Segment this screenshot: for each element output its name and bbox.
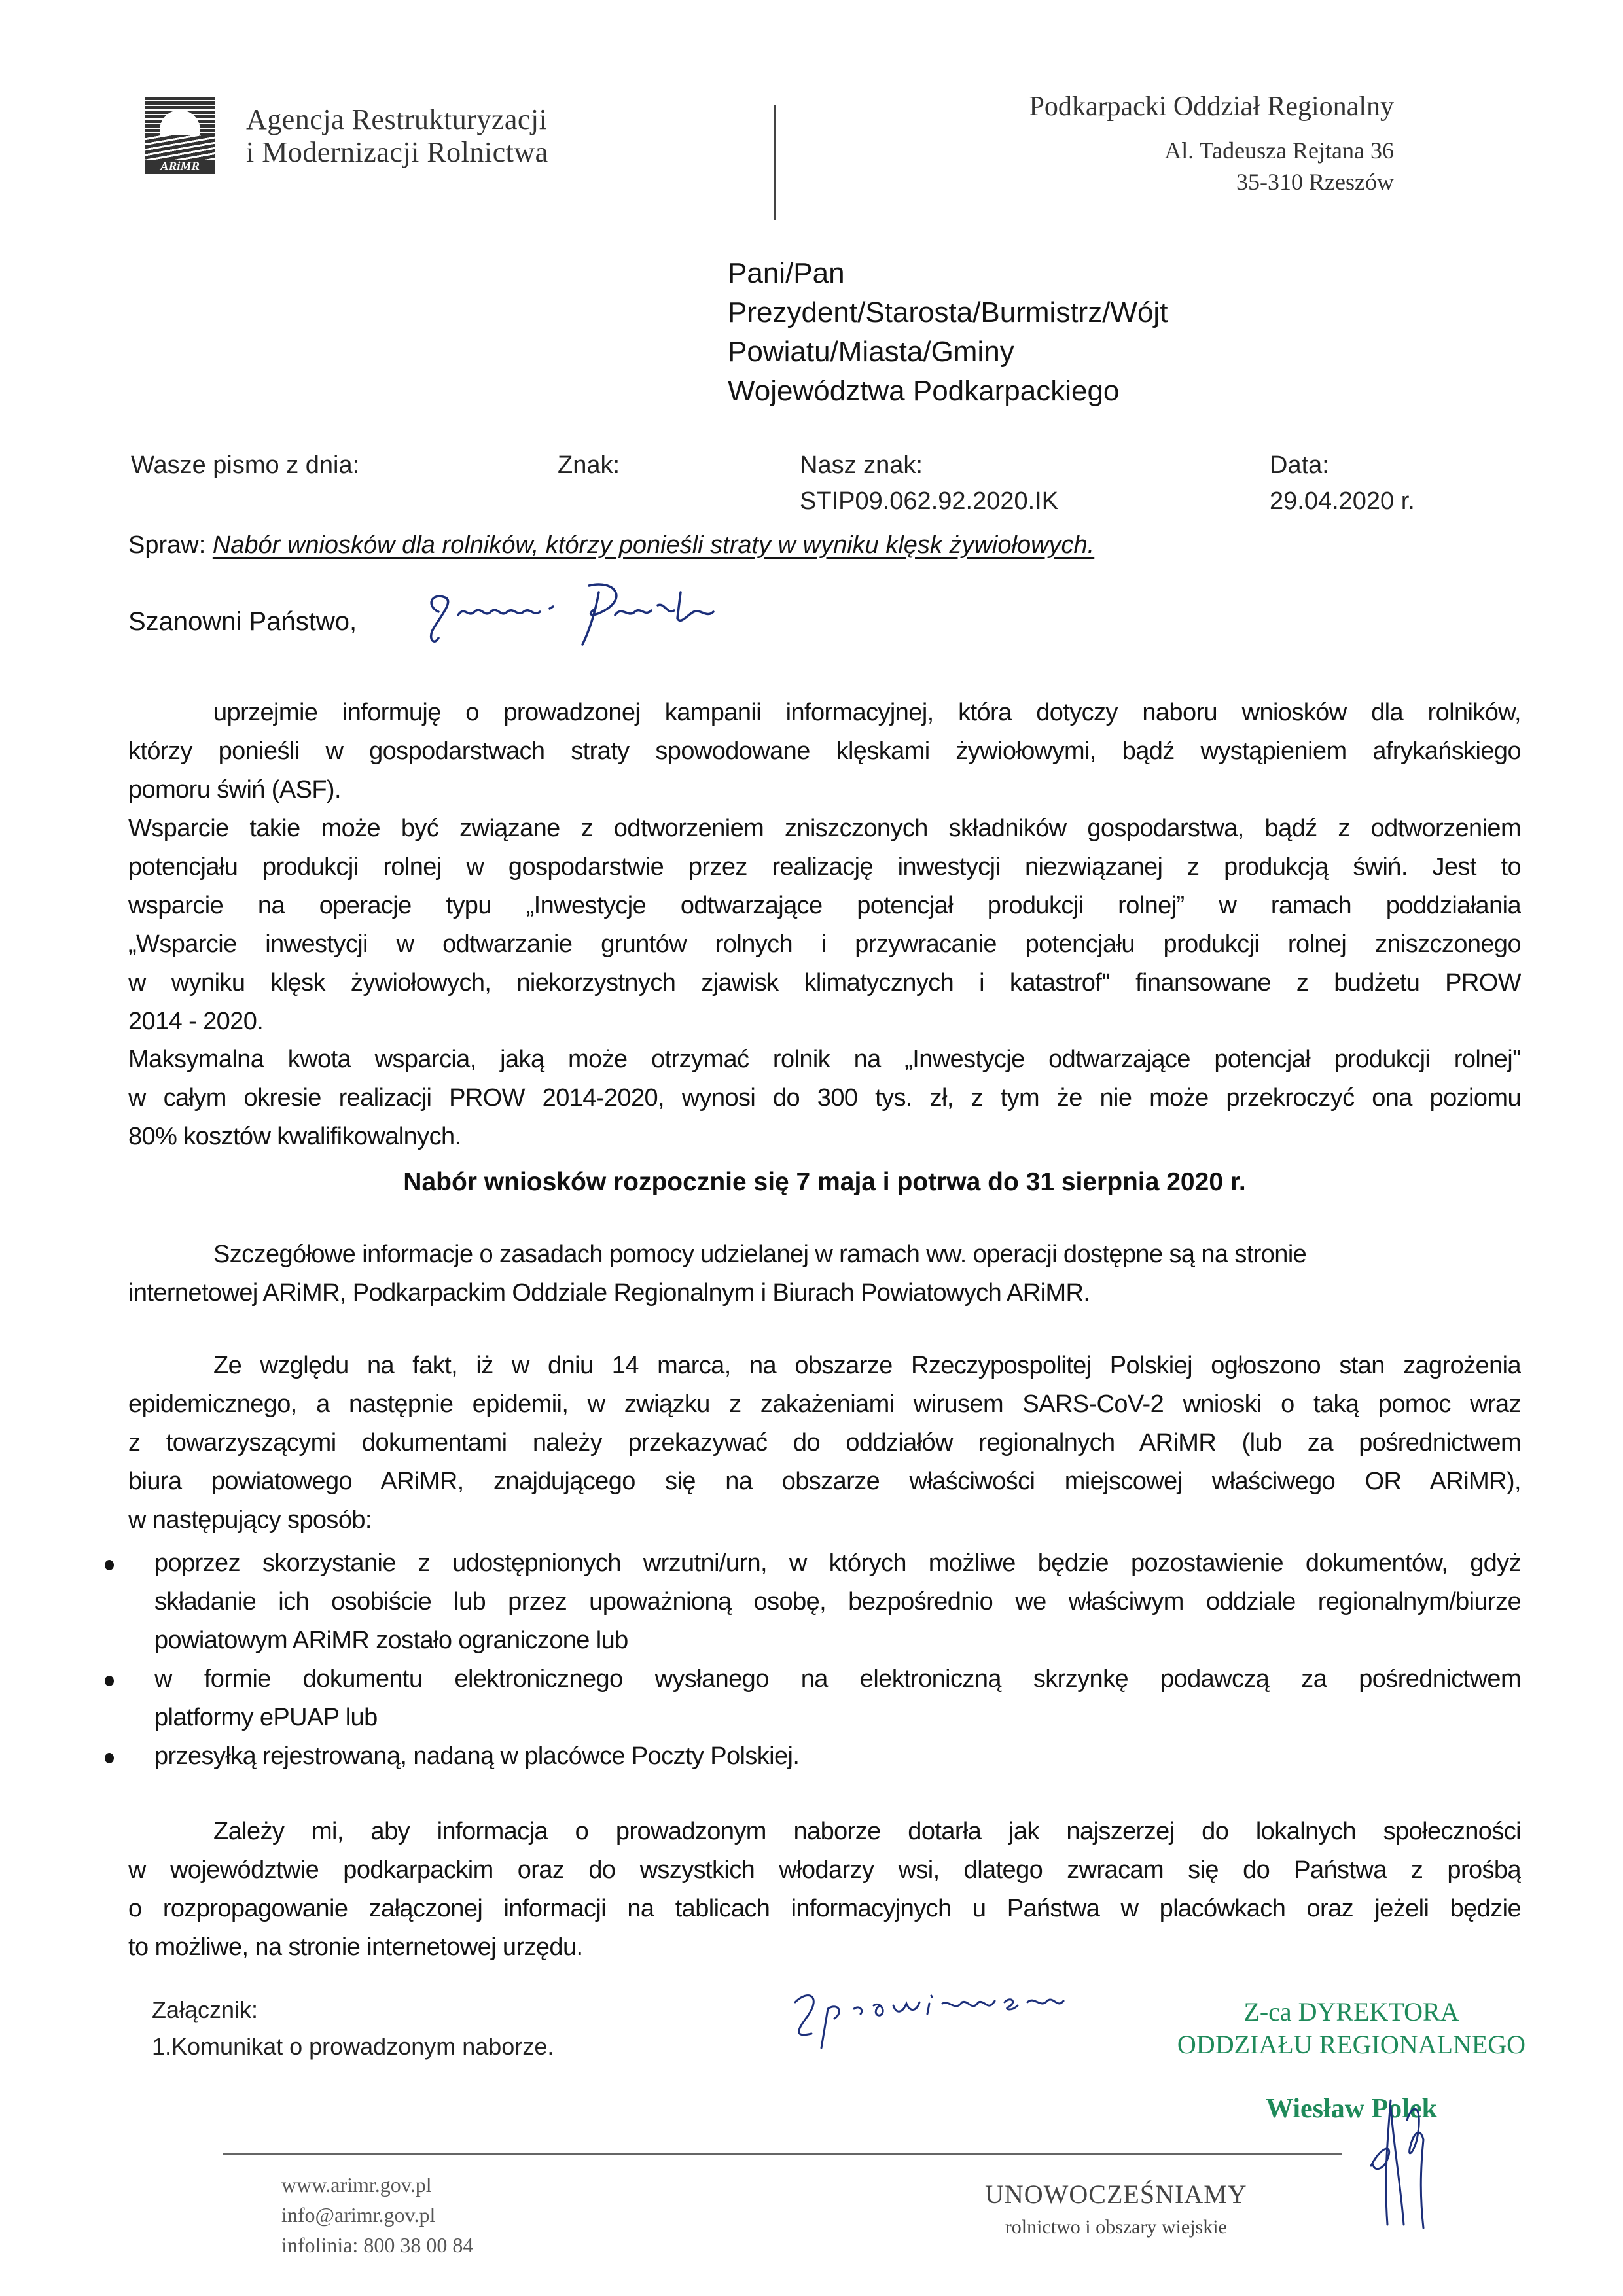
footer-contact: [281, 2170, 473, 2260]
paragraph-max-amount: [128, 1040, 1521, 1156]
office-street: Al. Tadeusza Rejtana 36: [1164, 137, 1394, 164]
stamp-line2: ODDZIAŁU REGIONALNEGO: [1177, 2030, 1526, 2059]
subject-title: Nabór wniosków dla rolników, którzy ponieśli straty w wyniku klęsk żywiołowych.: [212, 531, 1095, 559]
text-line: wsparcie na operacje typu „Inwestycje odtwarzające potencjał produkcji rolnej” w ramach poddziałania: [128, 892, 1521, 919]
bullet-icon: [105, 1560, 114, 1570]
text-line: którzy ponieśli w gospodarstwach straty spowodowane klęskami żywiołowymi, bądź wystąpieniem afrykańskiego: [128, 737, 1521, 765]
recipient-line: Pani/Pan: [728, 257, 845, 289]
header-divider: [774, 105, 776, 220]
handwriting-icon: [419, 579, 785, 651]
date-label: Data:: [1270, 451, 1329, 479]
subject-label: Spraw:: [128, 531, 206, 559]
paragraph-epidemic: [128, 1347, 1521, 1540]
text-line: internetowej ARiMR, Podkarpackim Oddziale Regionalnym i Biurach Powiatowych ARiMR.: [128, 1279, 1090, 1307]
footer-slogan: [985, 2179, 1247, 2238]
text-line: pomoru świń (ASF).: [128, 776, 341, 804]
your-letter-label: Wasze pismo z dnia:: [131, 451, 360, 479]
handwritten-closing: [782, 1976, 1122, 2058]
date-value: 29.04.2020 r.: [1270, 487, 1415, 515]
text-line: platformy ePUAP lub: [154, 1704, 378, 1731]
bullet-icon: [105, 1753, 114, 1763]
text-line: epidemicznego, a następnie epidemii, w związku z zakażeniami wirusem SARS-CoV-2 wnioski o taką pomoc wraz: [128, 1390, 1521, 1418]
handwriting-icon: [782, 1976, 1122, 2055]
text-line: 2014 - 2020.: [128, 1008, 264, 1035]
list-item: [98, 1737, 1521, 1776]
slogan-subtitle: rolnictwo i obszary wiejskie: [1005, 2216, 1227, 2238]
our-ref-value: STIP09.062.92.2020.IK: [800, 487, 1059, 515]
paragraph-support: [128, 809, 1521, 1041]
stamp-line1: Z-ca DYREKTORA: [1243, 1997, 1459, 2026]
text-line: składanie ich osobiście lub przez upoważnioną osobę, bezpośrednio we właściwym oddziale regionalnym/biurze: [154, 1588, 1521, 1616]
text-line: 80% kosztów kwalifikowalnych.: [128, 1123, 461, 1150]
text-line: Maksymalna kwota wsparcia, jaką może otrzymać rolnik na „Inwestycje odtwarzające potencjał produkcji rolnej": [128, 1046, 1521, 1073]
agency-name: [246, 103, 548, 169]
recipient-line: Powiatu/Miasta/Gminy: [728, 336, 1014, 368]
text-line: w formie dokumentu elektronicznego wysłanego na elektroniczną skrzynkę podawczą za pośrednictwem: [154, 1665, 1521, 1693]
our-ref-label: Nasz znak:: [800, 451, 923, 479]
footer-hotline: infolinia: 800 38 00 84: [281, 2233, 474, 2257]
office-city: 35-310 Rzeszów: [1236, 169, 1394, 195]
slogan-title: UNOWOCZEŚNIAMY: [985, 2180, 1247, 2209]
text-line: o rozpropagowanie załączonej informacji na tablicach informacyjnych u Państwa w placówkach oraz jeżeli będzie: [128, 1895, 1521, 1922]
text-line: potencjału produkcji rolnej w gospodarstwie przez realizację inwestycji niezwiązanej z produkcją świń. Jest to: [128, 853, 1521, 881]
text-line: biura powiatowego ARiMR, znajdującego się na obszarze właściwości miejscowej właściwego OR ARiMR),: [128, 1468, 1521, 1495]
application-period-highlight: Nabór wniosków rozpocznie się 7 maja i potrwa do 31 sierpnia 2020 r.: [403, 1168, 1246, 1196]
text-line: to możliwe, na stronie internetowej urzędu.: [128, 1934, 583, 1961]
text-line: w następujący sposób:: [128, 1506, 372, 1534]
attachment-item: 1.Komunikat o prowadzonym naborze.: [152, 2033, 554, 2060]
salutation: Szanowni Państwo,: [128, 607, 357, 636]
agency-name-line2: i Modernizacji Rolnictwa: [246, 136, 548, 168]
footer-email-link[interactable]: info@arimr.gov.pl: [281, 2203, 436, 2227]
text-line: Wsparcie takie może być związane z odtworzeniem zniszczonych składników gospodarstwa, bądź z odtworzeniem: [128, 815, 1521, 842]
text-line: Szczegółowe informacje o zasadach pomocy udzielanej w ramach ww. operacji dostępne są na stronie: [213, 1241, 1307, 1268]
text-line: Zależy mi, aby informacja o prowadzonym naborze dotarła jak najszerzej do lokalnych społeczności: [213, 1818, 1521, 1845]
text-line: w całym okresie realizacji PROW 2014-2020, wynosi do 300 tys. zł, z tym że nie może przekroczyć ona poziomu: [128, 1084, 1521, 1112]
director-signature: [1355, 2081, 1446, 2234]
text-line: poprzez skorzystanie z udostępnionych wrzutni/urn, w których możliwe będzie pozostawienie dokumentów, gdyż: [154, 1549, 1521, 1577]
list-item: [98, 1660, 1521, 1737]
logo-wordmark: ARiMR: [145, 160, 215, 174]
attachment-block: [152, 1992, 554, 2065]
ref-label: Znak:: [558, 451, 620, 479]
text-line: w województwie podkarpackim oraz do wszystkich włodarzy wsi, dlatego zwracam się do Państwa z prośbą: [128, 1856, 1521, 1884]
paragraph-details: [128, 1235, 1521, 1313]
bullet-icon: [105, 1676, 114, 1686]
subject-line: [128, 531, 1094, 559]
recipient-line: Województwa Podkarpackiego: [728, 375, 1120, 407]
attachment-label: Załącznik:: [152, 1996, 259, 2023]
footer-website-link[interactable]: www.arimr.gov.pl: [281, 2173, 432, 2197]
office-address-block: [1029, 90, 1394, 198]
arimr-logo: [145, 97, 215, 174]
recipient-line: Prezydent/Starosta/Burmistrz/Wójt: [728, 296, 1168, 328]
office-name: Podkarpacki Oddział Regionalny: [1029, 92, 1394, 122]
text-line: „Wsparcie inwestycji w odtwarzanie gruntów rolnych i przywracanie potencjału produkcji rolnej zniszczonego: [128, 930, 1521, 958]
paragraph-request: [128, 1812, 1521, 1967]
handwritten-salutation: [419, 579, 785, 654]
text-line: z towarzyszącymi dokumentami należy przekazywać do oddziałów regionalnych ARiMR (lub za pośrednictwem: [128, 1429, 1521, 1457]
text-line: uprzejmie informuję o prowadzonej kampanii informacyjnej, która dotyczy naboru wniosków dla rolników,: [213, 699, 1521, 726]
director-stamp: [1152, 1996, 1551, 2125]
footer-divider: [223, 2153, 1342, 2155]
list-item: [98, 1544, 1521, 1660]
text-line: w wyniku klęsk żywiołowych, niekorzystnych zjawisk klimatycznych i katastrof" finansowane z budżetu PROW: [128, 969, 1521, 997]
signature-icon: [1355, 2081, 1446, 2231]
stamp-signatory: Wiesław Polek: [1266, 2094, 1437, 2124]
paragraph-intro: [128, 694, 1521, 809]
recipient-block: [728, 254, 1168, 411]
agency-name-line1: Agencja Restrukturyzacji: [246, 103, 548, 135]
text-line: Ze względu na fakt, iż w dniu 14 marca, na obszarze Rzeczypospolitej Polskiej ogłoszono stan zagrożenia: [213, 1352, 1521, 1379]
submission-methods-list: [98, 1544, 1521, 1776]
text-line: przesyłką rejestrowaną, nadaną w placówce Poczty Polskiej.: [154, 1742, 800, 1770]
text-line: powiatowym ARiMR zostało ograniczone lub: [154, 1627, 628, 1654]
